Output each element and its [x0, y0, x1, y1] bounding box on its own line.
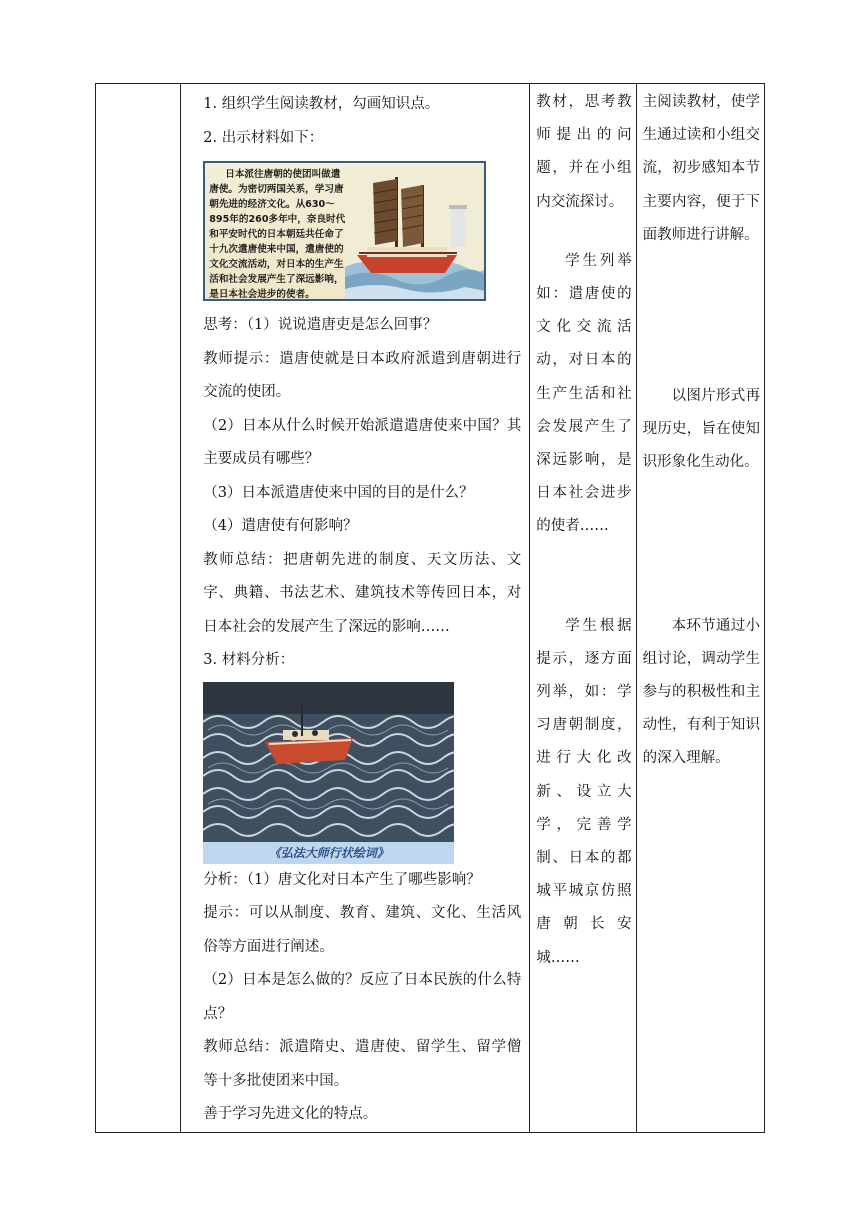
think-question-3: （3）日本派遣唐使来中国的目的是什么？ — [203, 484, 474, 501]
empty-cell — [96, 84, 181, 1133]
design-intent-3: 本环节通过小组讨论，调动学生参与的积极性和主动性，有利于知识的深入理解。 — [642, 617, 760, 767]
painting-figure — [203, 682, 454, 864]
think-question-4: （4）遣唐使有何影响？ — [203, 518, 358, 534]
ship-illustration — [345, 167, 485, 299]
teacher-summary-2: 教师总结：派遣隋史、遣唐使、留学生、留学僧等十多批使团来中国。 — [203, 1039, 522, 1089]
student-activity-3: 学生根据提示，逐方面列举，如：学习唐朝制度，进行大化改新、设立大学，完善学制、日本的都城平城京仿照唐朝长安城…… — [536, 617, 632, 966]
kentoshi-figure — [203, 161, 521, 301]
think-question-1: 思考：（1）说说遣唐吏是怎么回事？ — [203, 317, 438, 333]
think-question-2: （2）日本从什么时候开始派遣遣唐使来中国？其主要成员有哪些？ — [203, 417, 522, 467]
analysis-question-2: （2）日本是怎么做的？反应了日本民族的什么特点？ — [203, 972, 522, 1022]
step-1-text: 1. 组织学生阅读教材，勾画知识点。 — [203, 96, 440, 112]
teacher-summary-1: 教师总结：把唐朝先进的制度、天文历法、文字、典籍、书法艺术、建筑技术等传回日本，对日本社会的发展产生了深远的影响…… — [203, 551, 522, 635]
step-3-text: 3. 材料分析： — [203, 652, 295, 668]
table-row — [96, 84, 765, 1133]
teaching-process-cell — [181, 84, 530, 1133]
step-2-text: 2. 出示材料如下： — [203, 129, 324, 146]
stormy-sea-painting — [203, 682, 454, 864]
student-activity-2: 学生列举如：遣唐使的文化交流活动，对日本的生产生活和社会发展产生了深远影响，是日本社会进步的使者…… — [536, 252, 632, 535]
teacher-hint-1: 教师提示：遣唐使就是日本政府派遣到唐朝进行交流的使团。 — [203, 350, 522, 400]
summary-trait: 善于学习先进文化的特点。 — [203, 1106, 378, 1122]
hint-2: 提示：可以从制度、教育、建筑、文化、生活风俗等方面进行阐述。 — [203, 905, 522, 955]
design-intent-2: 以图片形式再现历史，旨在使知识形象化生动化。 — [642, 388, 760, 471]
kentoshi-figure-text: 日本派往唐朝的使团叫做遣唐使。为密切两国关系，学习唐朝先进的经济文化。从630～895年的260多年中，奈良时代和平安时代的日本朝廷共任命了十九次遣唐使来中国，遣唐使的文化交流活动，对日本的生产生活和社会发展产生了深远影响，是日本社会进步的使者。 — [209, 169, 346, 300]
design-intent-cell — [636, 84, 764, 1133]
student-activity-cell — [530, 84, 636, 1133]
lesson-plan-table — [95, 83, 765, 1133]
painting-caption: 《弘法大师行状绘词》 — [203, 842, 454, 864]
analysis-question-1: 分析：（1）唐文化对日本产生了哪些影响？ — [203, 871, 481, 888]
student-activity-1: 教材，思考教师提出的问题，并在小组内交流探讨。 — [536, 94, 632, 210]
design-intent-1: 主阅读教材，使学生通过读和小组交流，初步感知本节主要内容，便于下面教师进行讲解。 — [642, 94, 760, 243]
